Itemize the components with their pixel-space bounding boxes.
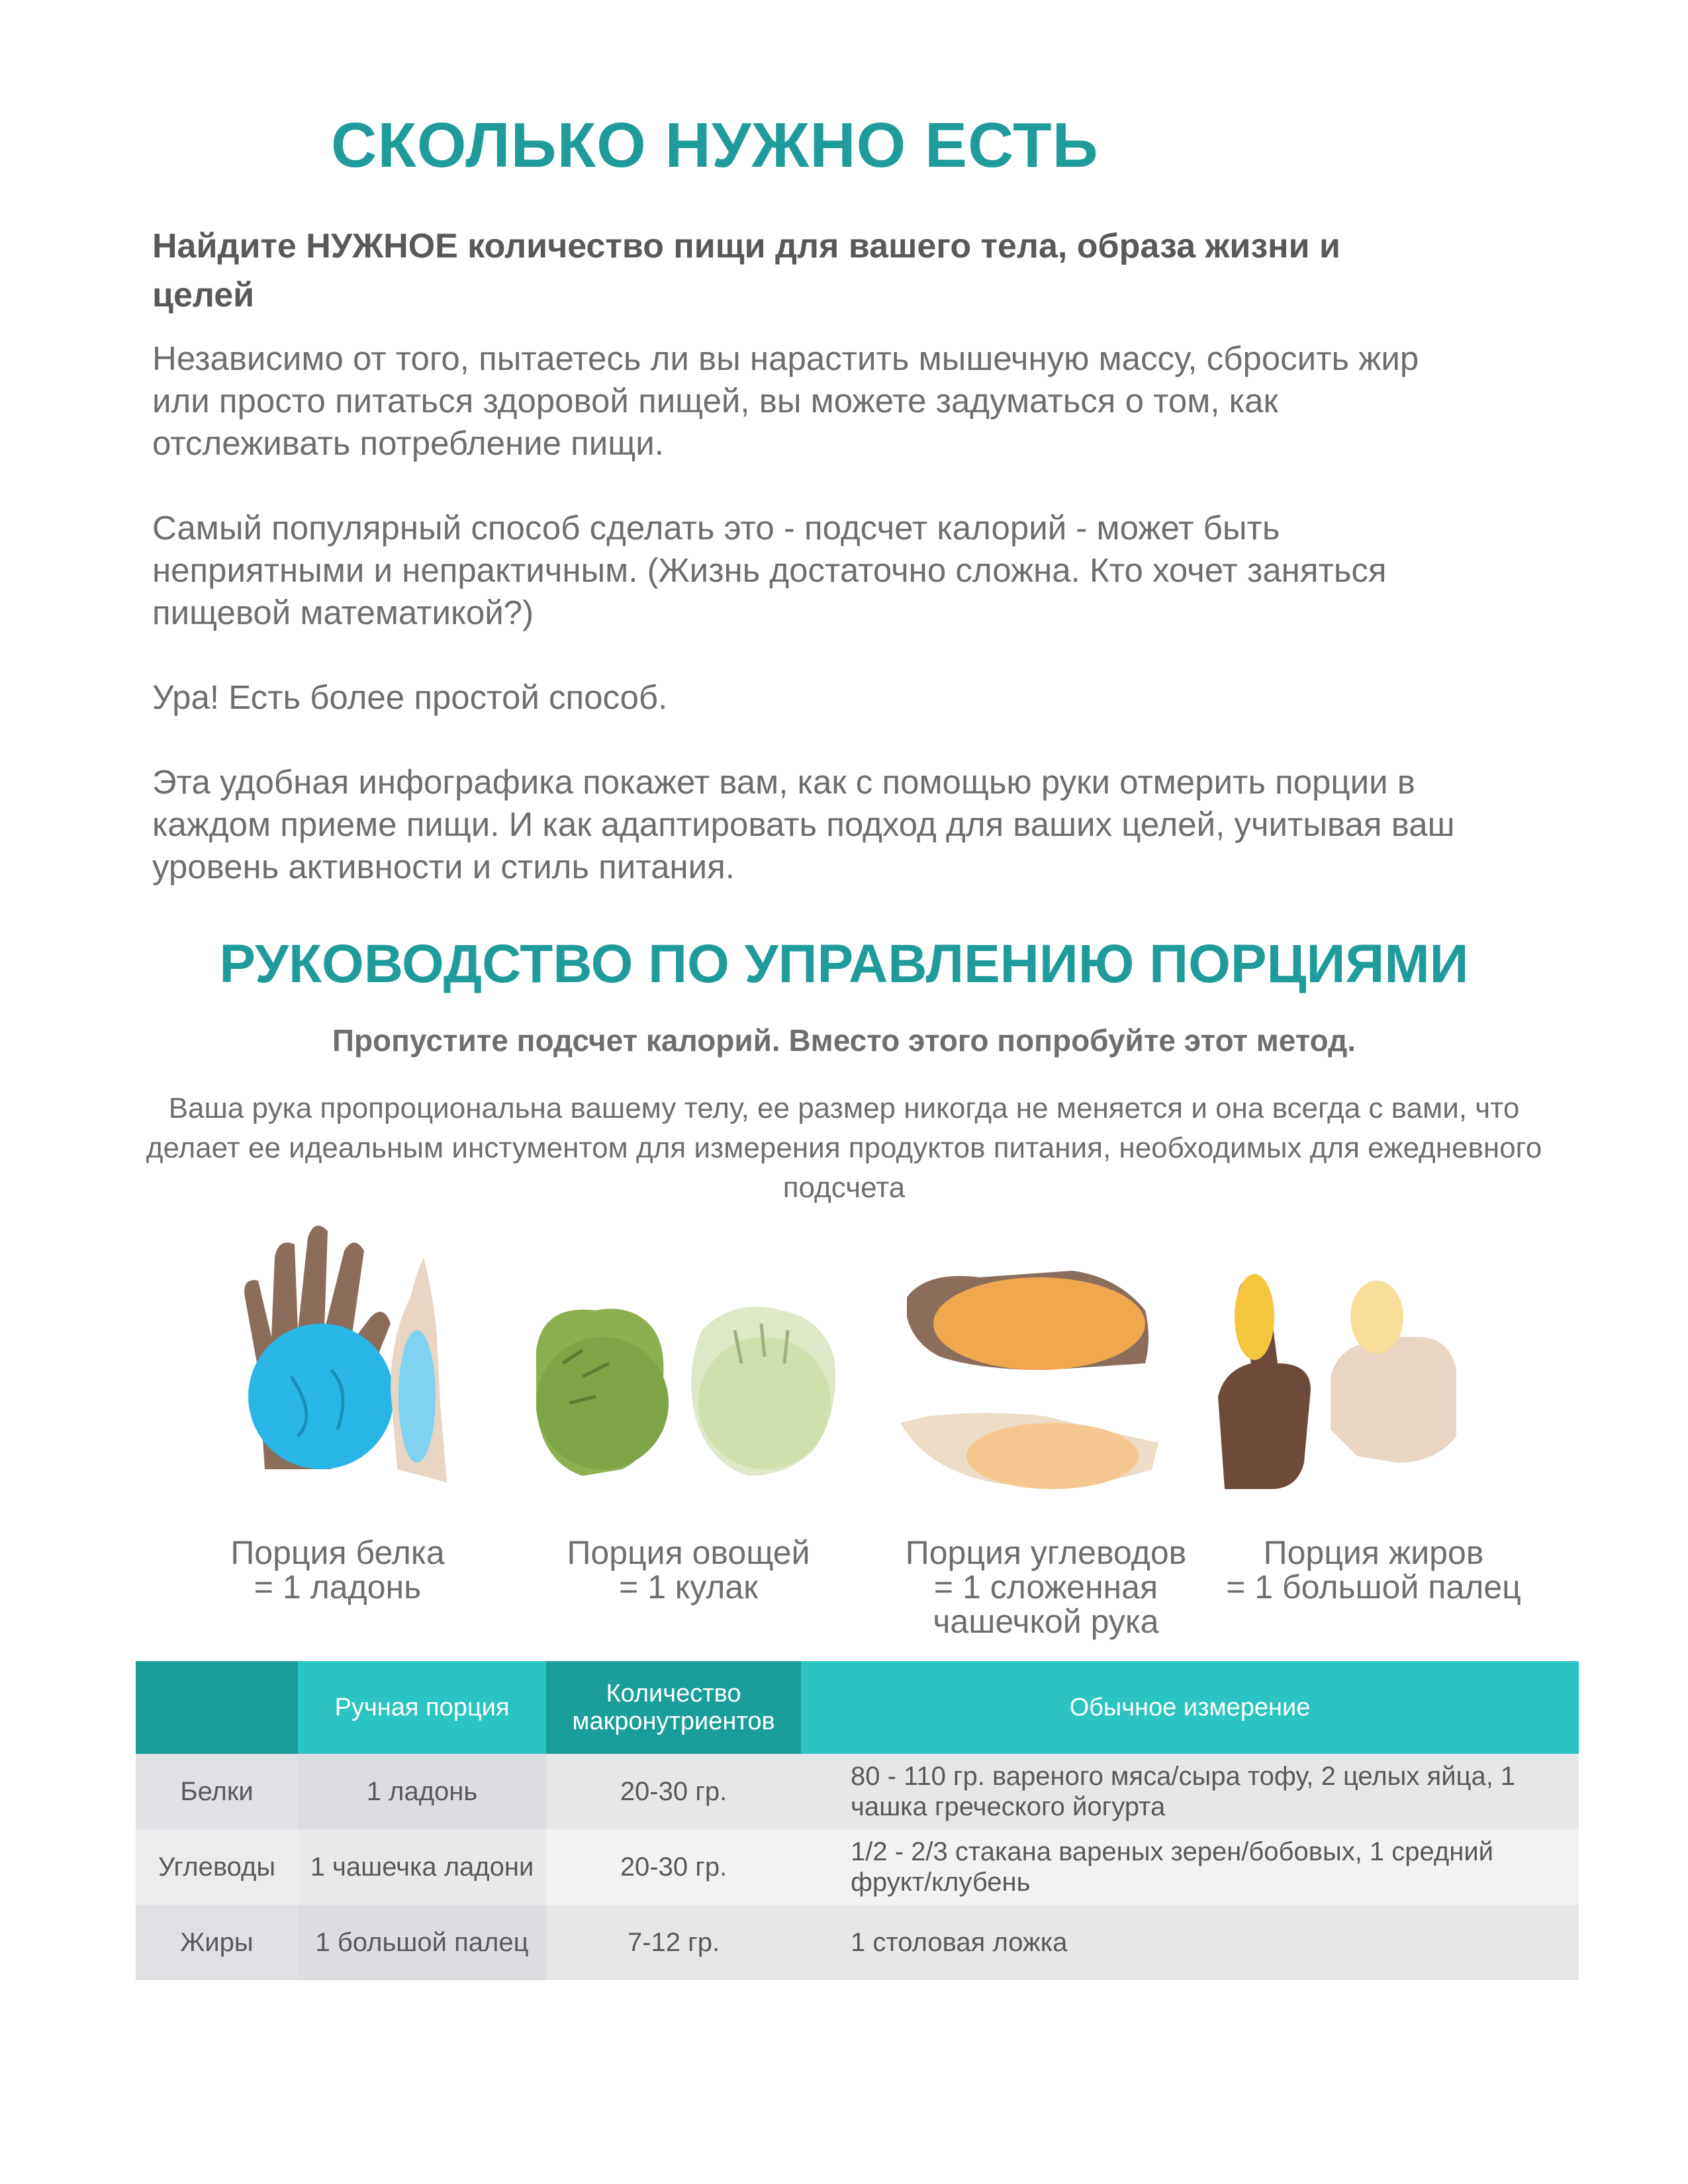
table-cell-macros: 20-30 гр. [546,1829,801,1905]
portion-caption-line1: Порция углеводов [905,1534,1187,1571]
table-cell-name: Белки [136,1754,298,1829]
guide-title: РУКОВОДСТВО ПО УПРАВЛЕНИЮ ПОРЦИЯМИ [219,934,1469,994]
table-cell-name: Углеводы [136,1829,298,1905]
portion-caption-line1: Порция овощей [567,1534,810,1571]
cupped-hand-icon [887,1257,1165,1516]
portion-caption-line2: = 1 кулак [619,1569,758,1606]
portion-caption-fat [1225,1535,1523,1604]
table-row [136,1905,1579,1980]
portion-caption-line2: = 1 большой палец [1226,1569,1521,1606]
portion-caption-line1: Порция жиров [1263,1534,1484,1571]
table-header-macros: Количество макронутриентов [546,1661,801,1754]
intro-paragraph-4: Эта удобная инфографика покажет вам, как с помощью руки отмерить порции в каждом приеме пищи. И как адаптировать подход для ваших целей, учитывая ваш уровень активности и стиль питания. [152,763,1455,886]
palm-icon [218,1218,470,1502]
page-title: СКОЛЬКО НУЖНО ЕСТЬ [331,110,1099,181]
portion-caption-carbs [880,1535,1211,1639]
portion-caption-line1: Порция белка [230,1534,445,1571]
table-cell-portion: 1 большой палец [298,1905,546,1980]
table-header-empty [136,1661,298,1754]
table-header-row [136,1661,1579,1754]
table-row [136,1754,1579,1829]
intro-paragraph-2: Самый популярный способ сделать это - подсчет калорий - может быть неприятными и непрактичным. (Жизнь достаточно сложна. Кто хочет заняться пищевой математикой?) [152,509,1387,631]
intro-paragraph-3: Ура! Есть более простой способ. [152,678,668,716]
page-subtitle: Найдите НУЖНОЕ количество пищи для вашего тела, образа жизни и целей [152,227,1340,314]
guide-description: Ваша рука пропроциональна вашему телу, ее размер никогда не меняется и она всегда с вами, что делает ее идеальным инстументом для измерения продуктов питания, необходимых для ежедневного подсчета [146,1092,1542,1204]
table-cell-measure: 80 - 110 гр. вареного мяса/сыра тофу, 2 целых яйца, 1 чашка греческого йогурта [801,1754,1579,1829]
guide-lead: Пропустите подсчет калорий. Вместо этого попробуйте этот метод. [332,1023,1356,1058]
table-cell-macros: 20-30 гр. [546,1754,801,1829]
table-cell-portion: 1 ладонь [298,1754,546,1829]
table-header-measure: Обычное измерение [801,1661,1579,1754]
table-row [136,1829,1579,1905]
table-cell-measure: 1/2 - 2/3 стакана вареных зерен/бобовых, 1 средний фрукт/клубень [801,1829,1579,1905]
thumb-icon [1198,1264,1476,1502]
table-cell-macros: 7-12 гр. [546,1905,801,1980]
portion-caption-line2: = 1 ладонь [254,1569,422,1606]
portion-caption-veg [523,1535,854,1604]
intro-paragraph-1: Независимо от того, пытаетесь ли вы нарастить мышечную массу, сбросить жир или просто питаться здоровой пищей, вы можете задуматься о том, как отслеживать потребление пищи. [152,340,1419,462]
fist-icon [523,1291,854,1509]
intro-text [152,338,1476,888]
portion-table [136,1661,1579,1980]
table-header-hand-portion: Ручная порция [298,1661,546,1754]
portion-caption-line2: = 1 сложенная чашечкой рука [933,1569,1159,1640]
table-cell-portion: 1 чашечка ладони [298,1829,546,1905]
portion-caption-protein [179,1535,496,1604]
table-cell-measure: 1 столовая ложка [801,1905,1579,1980]
table-cell-name: Жиры [136,1905,298,1980]
